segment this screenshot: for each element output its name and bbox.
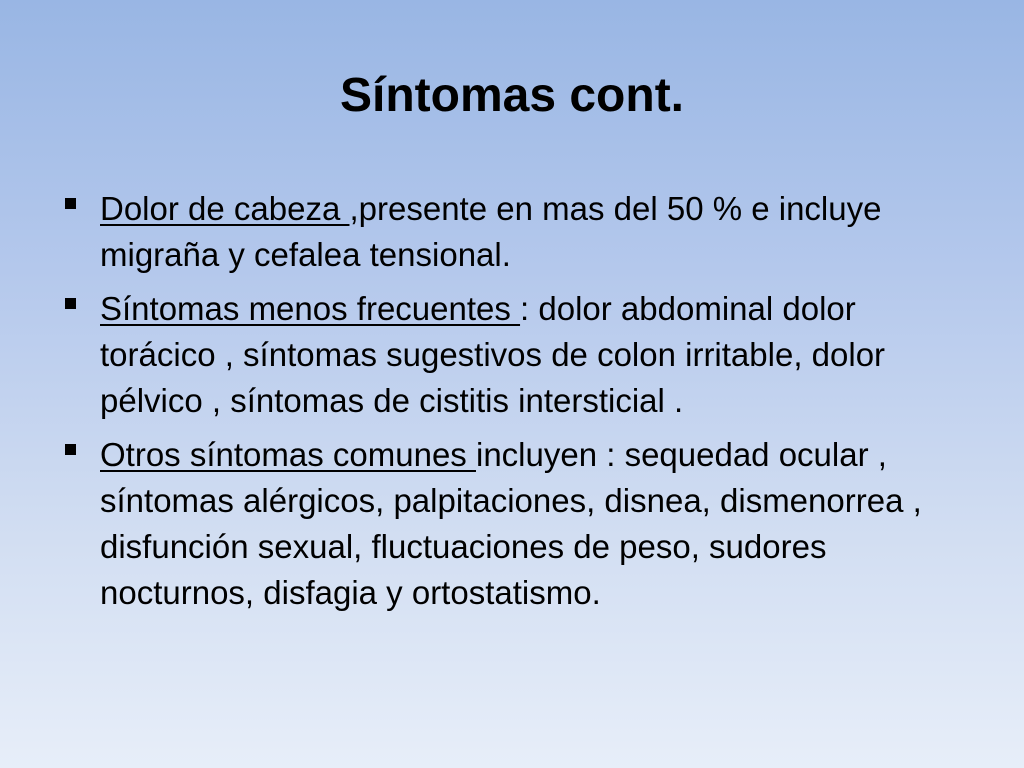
bullet-term: Otros síntomas comunes — [100, 436, 476, 473]
bullet-item-dolor-de-cabeza — [62, 186, 962, 278]
bullet-text: ,presente en mas del 50 % e incluye migraña y cefalea tensional. — [100, 190, 882, 273]
slide-title: Síntomas cont. — [339, 69, 685, 122]
bullet-term: Síntomas menos frecuentes — [100, 290, 521, 327]
bullet-text: incluyen : sequedad ocular , síntomas alérgicos, palpitaciones, disnea, dismenorrea , disfunción sexual, fluctuaciones de peso, sudores nocturnos, disfagia y ortostatismo. — [100, 436, 922, 611]
square-bullet-icon — [65, 298, 76, 309]
square-bullet-icon — [65, 444, 76, 455]
square-bullet-icon — [65, 198, 76, 209]
bullet-item-sintomas-menos-frecuentes — [62, 286, 962, 424]
bullet-list — [62, 186, 962, 624]
bullet-text: : dolor abdominal dolor torácico , síntomas sugestivos de colon irritable, dolor pélvico , síntomas de cistitis intersticial . — [100, 290, 886, 419]
bullet-item-otros-sintomas-comunes — [62, 432, 962, 616]
bullet-term: Dolor de cabeza — [100, 190, 350, 227]
